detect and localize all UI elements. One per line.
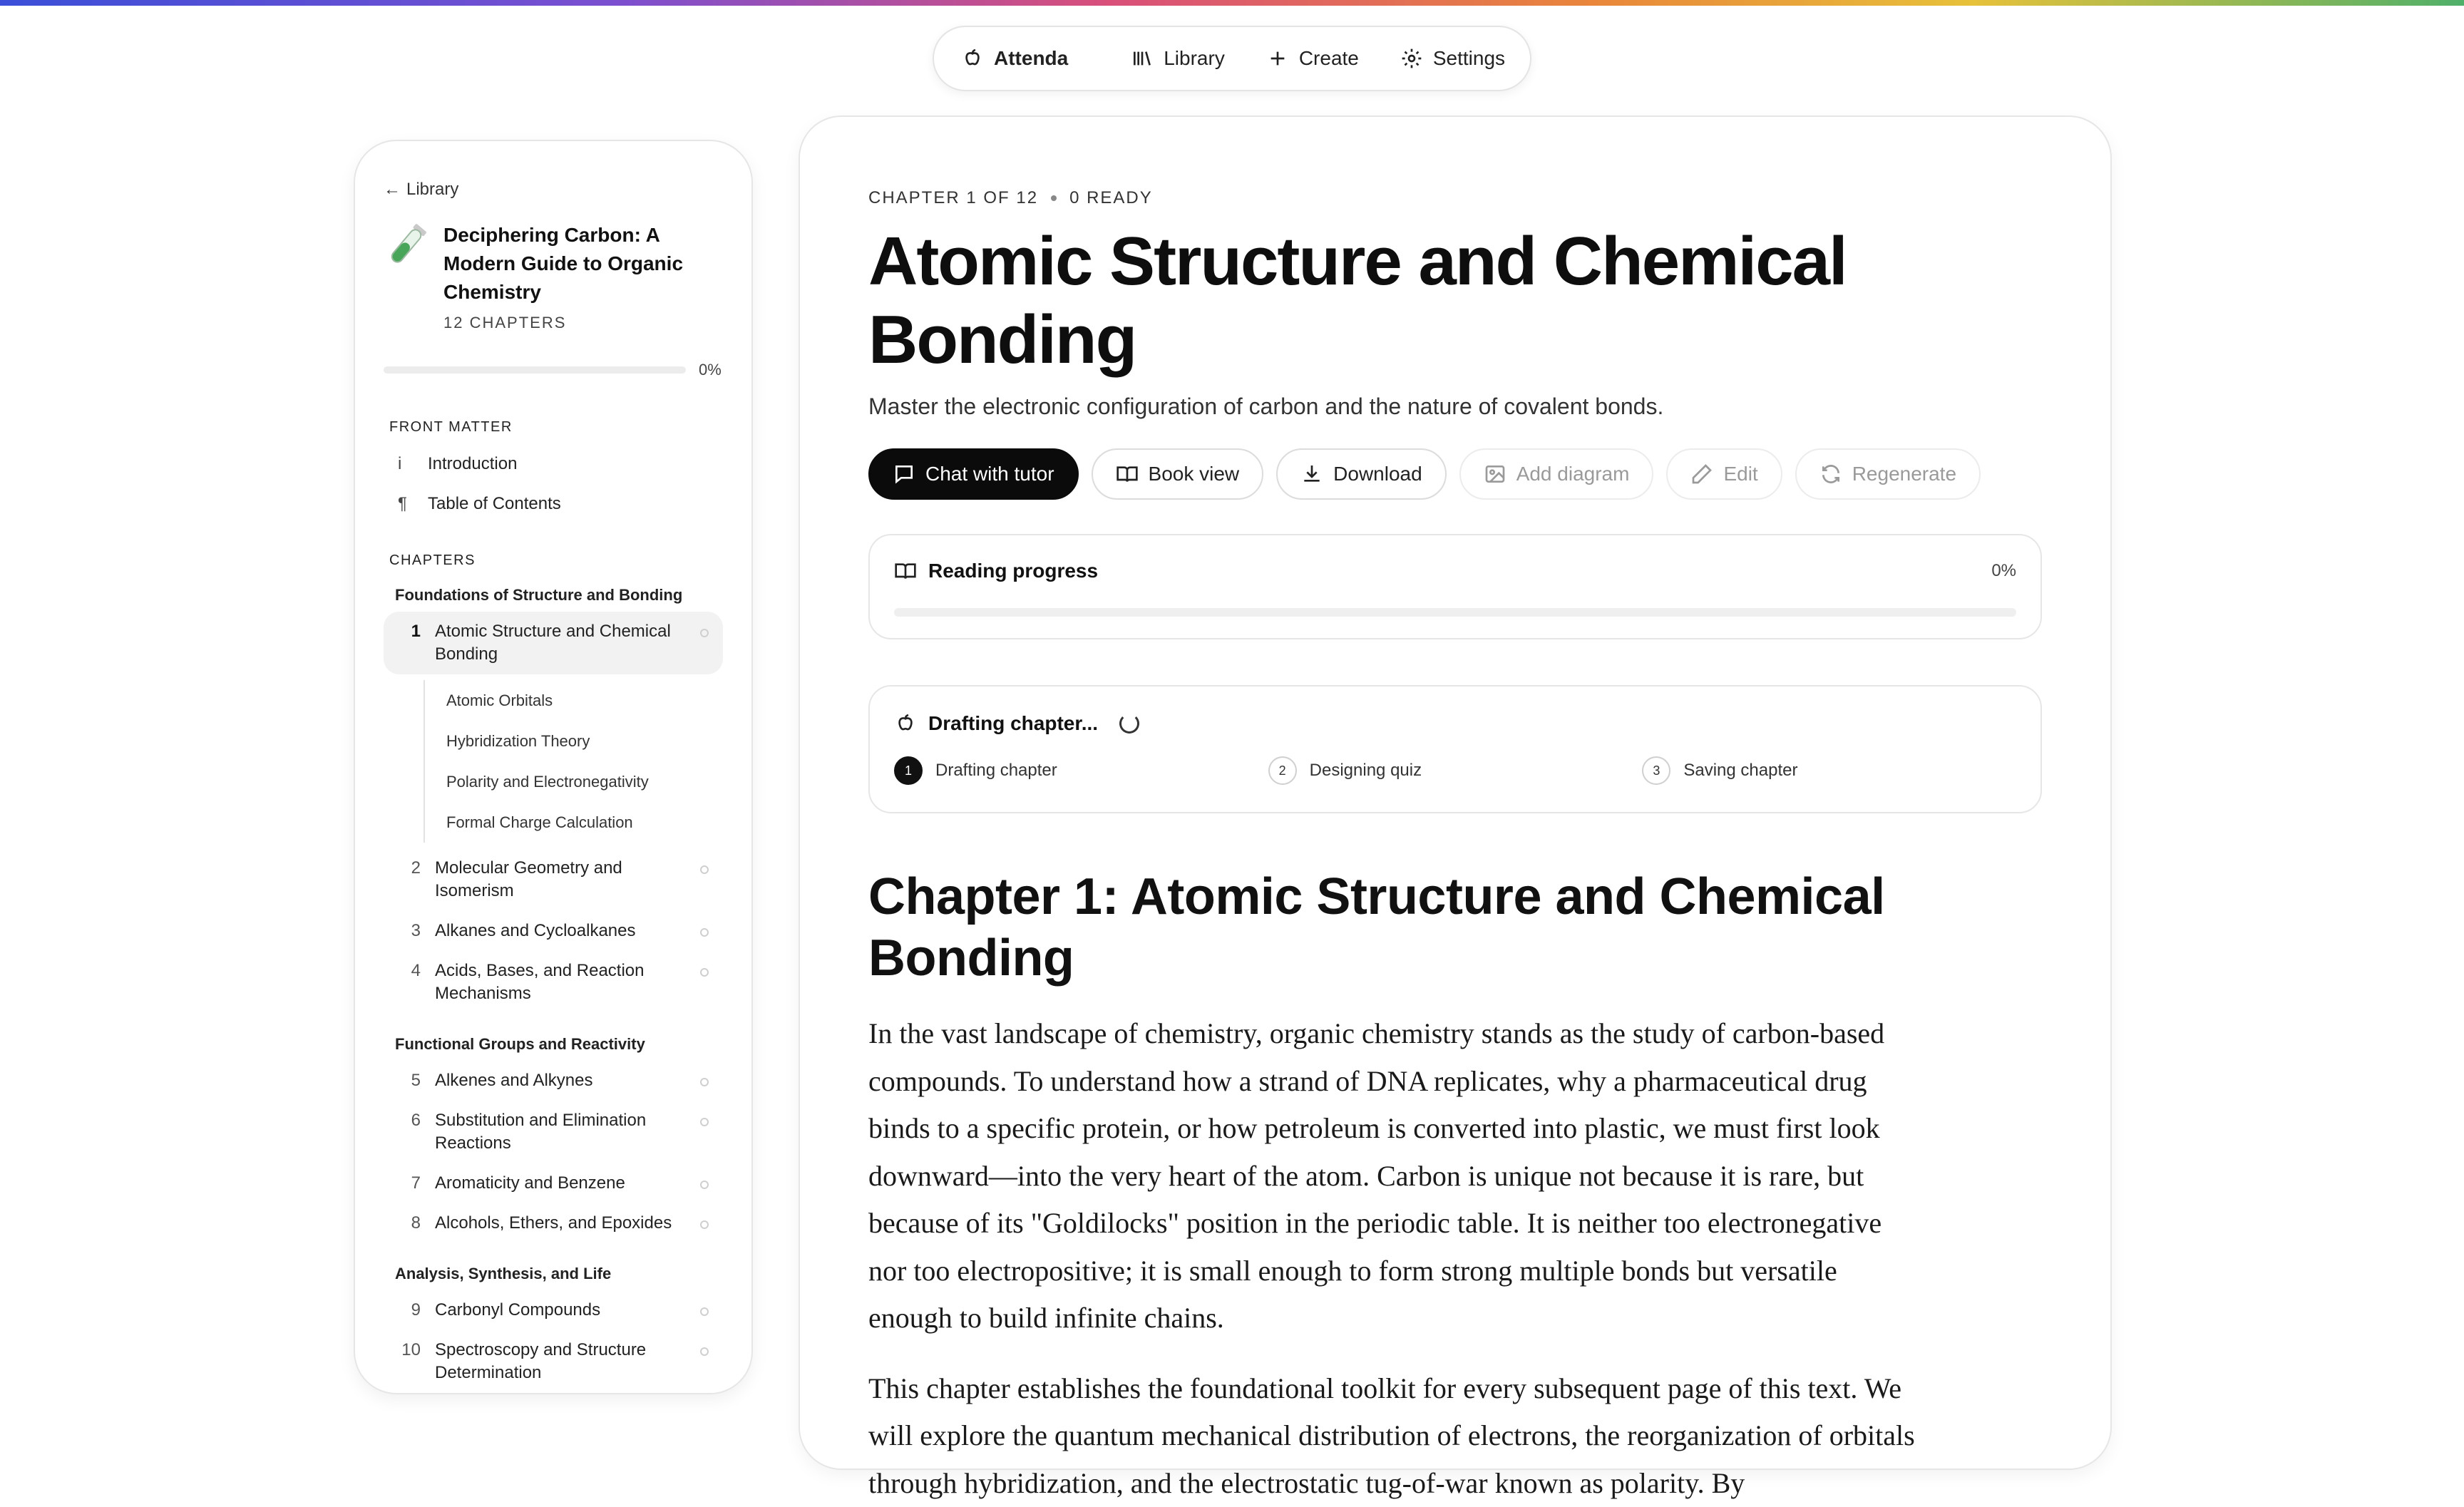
test-tube-icon: [384, 221, 429, 271]
library-icon: [1131, 47, 1154, 70]
subsection-item[interactable]: Polarity and Electronegativity: [446, 761, 723, 802]
step-drafting: [894, 756, 1268, 785]
subsection-list: [423, 680, 723, 843]
chapter-panel: [799, 115, 2112, 1470]
chat-bubble-icon: [893, 463, 915, 485]
regenerate-button[interactable]: [1795, 448, 1981, 500]
chapter-count: 12 CHAPTERS: [443, 314, 714, 332]
chapter-number: 8: [398, 1212, 421, 1235]
top-accent-bar: [0, 0, 2464, 6]
edit-label: Edit: [1723, 463, 1757, 485]
drafting-label: Drafting chapter...: [928, 712, 1098, 735]
book-progress-percent: 0%: [699, 361, 722, 379]
chapter-status-icon: [700, 1078, 709, 1086]
action-bar: [868, 448, 2042, 500]
info-icon: i: [398, 454, 428, 474]
book-title: Deciphering Carbon: A Modern Guide to Organic Chemistry: [443, 221, 714, 307]
loading-spinner-icon: [1119, 714, 1139, 734]
chapter-status-icon: [700, 865, 709, 874]
nav-settings[interactable]: [1400, 47, 1505, 70]
book-sidebar: [354, 140, 753, 1394]
reading-progress-header: [894, 560, 2016, 582]
chapter-group-heading: Foundations of Structure and Bonding: [395, 586, 723, 605]
drafting-steps: [894, 756, 2016, 785]
front-matter-item-introduction[interactable]: [398, 444, 723, 484]
chapter-number: 3: [398, 920, 421, 942]
book-open-icon: [1116, 463, 1139, 485]
chapter-item-9[interactable]: [384, 1290, 723, 1330]
download-label: Download: [1333, 463, 1422, 485]
chapter-group-heading: Functional Groups and Reactivity: [395, 1035, 723, 1054]
chapter-status-icon: [700, 1118, 709, 1126]
step-quiz: [1268, 756, 1643, 785]
chapter-status-icon: [700, 928, 709, 937]
dot-separator: [1051, 195, 1057, 201]
add-diagram-label: Add diagram: [1516, 463, 1630, 485]
chapter-title: Alcohols, Ethers, and Epoxides: [435, 1212, 677, 1235]
book-header: [384, 221, 723, 332]
top-nav: [933, 26, 1531, 91]
chapter-item-4[interactable]: [384, 951, 723, 1014]
step-number: 2: [1268, 756, 1297, 785]
subsection-item[interactable]: Formal Charge Calculation: [446, 802, 723, 843]
page-title: Atomic Structure and Chemical Bonding: [868, 222, 2042, 379]
chapter-number: 7: [398, 1172, 421, 1195]
nav-brand[interactable]: [961, 47, 1068, 70]
step-label: Drafting chapter: [935, 761, 1057, 781]
back-to-library-link[interactable]: [384, 180, 723, 200]
book-view-label: Book view: [1149, 463, 1240, 485]
chapter-number: 4: [398, 960, 421, 982]
step-number: 3: [1642, 756, 1670, 785]
chapter-status-icon: [700, 1181, 709, 1189]
reading-progress-label: Reading progress: [928, 560, 1098, 582]
nav-settings-label: Settings: [1433, 47, 1505, 70]
chapter-title: Spectroscopy and Structure Determination: [435, 1339, 677, 1384]
chapter-status-icon: [700, 1307, 709, 1316]
nav-library-label: Library: [1164, 47, 1225, 70]
drafting-status-card: [868, 685, 2042, 813]
chapter-item-5[interactable]: [384, 1061, 723, 1101]
add-diagram-button[interactable]: [1459, 448, 1654, 500]
chapter-title: Alkanes and Cycloalkanes: [435, 920, 677, 942]
front-matter-item-toc[interactable]: [398, 484, 723, 524]
book-open-icon: [894, 560, 917, 582]
step-number: 1: [894, 756, 923, 785]
nav-create-label: Create: [1299, 47, 1359, 70]
pencil-icon: [1690, 463, 1713, 485]
chapter-item-3[interactable]: [384, 911, 723, 951]
image-icon: [1484, 463, 1506, 485]
book-progress: [384, 361, 723, 379]
download-button[interactable]: [1276, 448, 1447, 500]
plus-icon: [1266, 47, 1289, 70]
chapter-item-10[interactable]: [384, 1330, 723, 1393]
chapter-status-icon: [700, 968, 709, 977]
back-link-label: Library: [406, 180, 458, 200]
apple-logo-icon: [961, 47, 984, 70]
chapter-status-icon: [700, 1220, 709, 1229]
reading-progress-bar: [894, 608, 2016, 617]
book-progress-bar: [384, 366, 686, 374]
chapter-title: Alkenes and Alkynes: [435, 1069, 677, 1092]
chapter-item-2[interactable]: [384, 848, 723, 911]
chapter-title: Substitution and Elimination Reactions: [435, 1109, 677, 1155]
chapter-paragraph: In the vast landscape of chemistry, organic chemistry stands as the study of carbon-based compounds. To understand how a strand of DNA replicates, why a pharmaceutical drug binds to a specific protein, or how petroleum is converted into plastic, we must first look downward—into the very heart of the atom. Carbon is unique not because it is rare, but because of its "Goldilocks" position in the periodic table. It is neither too electronegative nor too electropositive; it is small enough to form strong multiple bonds but versatile enough to build infinite chains.: [868, 1010, 1924, 1342]
chapter-number: 6: [398, 1109, 421, 1132]
chapter-title: Aromaticity and Benzene: [435, 1172, 677, 1195]
chapter-group-heading: Analysis, Synthesis, and Life: [395, 1265, 723, 1283]
nav-brand-label: Attenda: [994, 47, 1068, 70]
chapter-item-1[interactable]: [384, 612, 723, 674]
chapter-title: Carbonyl Compounds: [435, 1299, 677, 1322]
chapter-title: Acids, Bases, and Reaction Mechanisms: [435, 960, 677, 1005]
reading-progress-card: [868, 534, 2042, 639]
chapter-status-icon: [700, 629, 709, 637]
chapter-number: 10: [398, 1339, 421, 1362]
nav-library[interactable]: [1131, 47, 1225, 70]
subsection-item[interactable]: Hybridization Theory: [446, 721, 723, 761]
chapter-heading: Chapter 1: Atomic Structure and Chemical Bonding: [868, 866, 1938, 989]
download-icon: [1300, 463, 1323, 485]
gear-icon: [1400, 47, 1423, 70]
chapter-number: 2: [398, 857, 421, 880]
chapter-number: 1: [398, 620, 421, 643]
front-matter-heading: FRONT MATTER: [389, 419, 723, 436]
chat-with-tutor-button[interactable]: [868, 448, 1079, 500]
pilcrow-icon: ¶: [398, 494, 428, 514]
apple-logo-icon: [894, 712, 917, 735]
chapter-title: Molecular Geometry and Isomerism: [435, 857, 677, 902]
drafting-header: [894, 712, 2016, 735]
refresh-icon: [1819, 463, 1842, 485]
chapter-number: 5: [398, 1069, 421, 1092]
chapter-title: Atomic Structure and Chemical Bonding: [435, 620, 677, 666]
chat-button-label: Chat with tutor: [925, 463, 1054, 485]
book-view-button[interactable]: [1092, 448, 1264, 500]
reading-progress-percent: 0%: [1991, 561, 2016, 581]
chapter-counter: CHAPTER 1 OF 12: [868, 188, 1038, 208]
chapter-item-7[interactable]: [384, 1163, 723, 1203]
ready-status: 0 READY: [1069, 188, 1153, 208]
step-label: Saving chapter: [1683, 761, 1797, 781]
step-saving: [1642, 756, 2016, 785]
chapter-item-6[interactable]: [384, 1101, 723, 1163]
subsection-item[interactable]: Atomic Orbitals: [446, 680, 723, 721]
arrow-left-icon: ←: [384, 180, 401, 200]
chapter-paragraph: This chapter establishes the foundational toolkit for every subsequent page of this text. We will explore the quantum mechanical distribution of electrons, the reorganization of orbitals through hybridization, and the electrostatic tug-of-war known as polarity. By: [868, 1365, 1924, 1507]
chapter-item-8[interactable]: [384, 1203, 723, 1243]
front-matter-label: Table of Contents: [428, 494, 561, 514]
page-subtitle: Master the electronic configuration of carbon and the nature of covalent bonds.: [868, 394, 2042, 420]
chapter-status-icon: [700, 1347, 709, 1356]
front-matter-label: Introduction: [428, 454, 517, 474]
regenerate-label: Regenerate: [1852, 463, 1956, 485]
edit-button[interactable]: [1666, 448, 1782, 500]
chapter-number: 9: [398, 1299, 421, 1322]
nav-create[interactable]: [1266, 47, 1359, 70]
step-label: Designing quiz: [1310, 761, 1422, 781]
chapters-heading: CHAPTERS: [389, 552, 723, 569]
chapter-eyebrow: [868, 188, 2042, 208]
